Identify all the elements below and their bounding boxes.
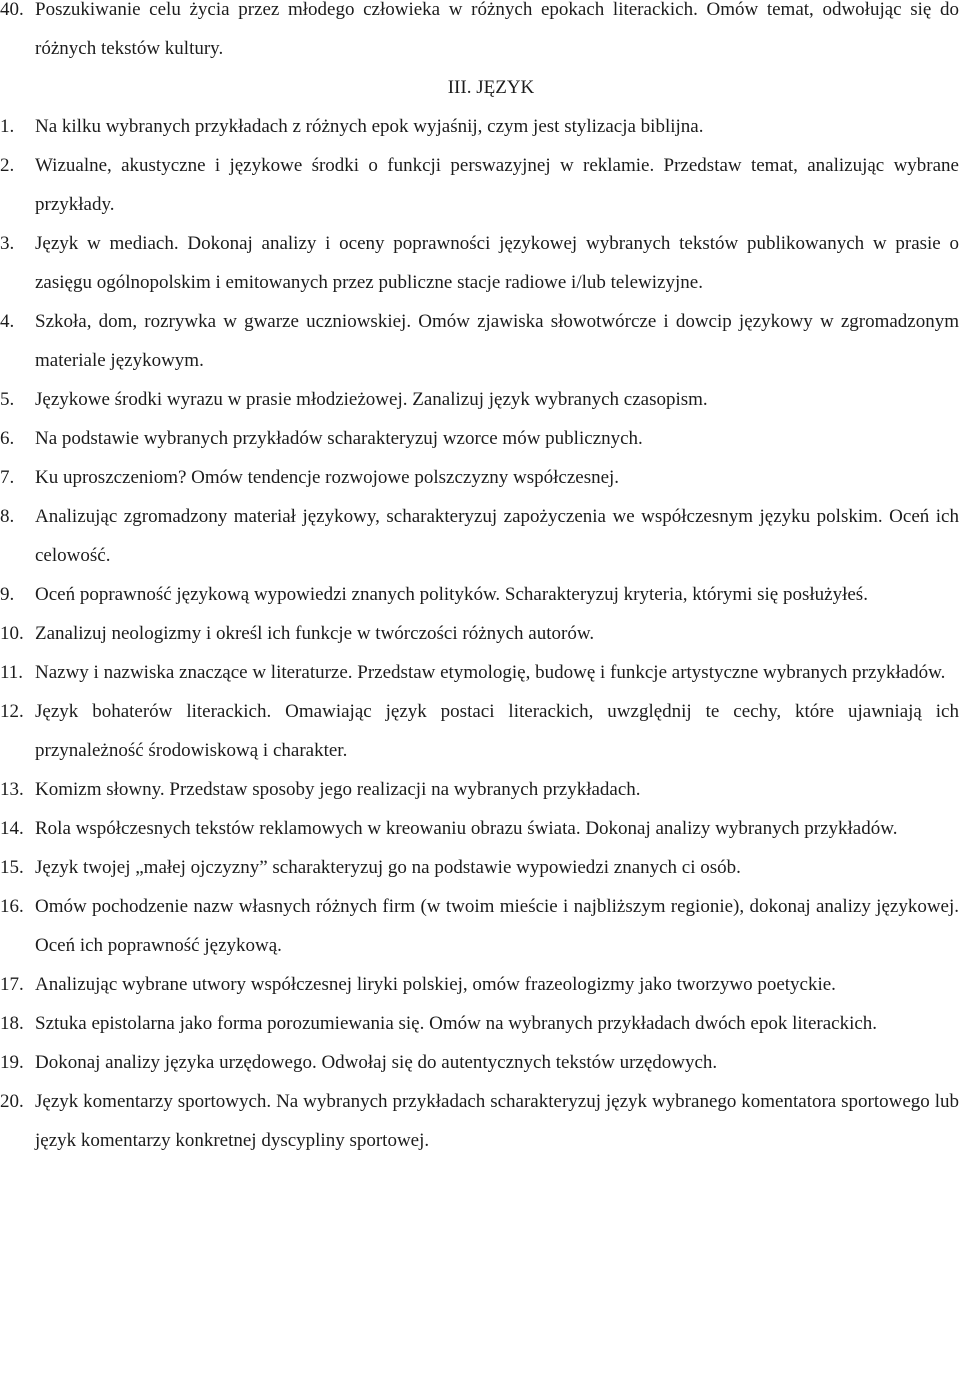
item-text: Na podstawie wybranych przykładów scharakteryzuj wzorce mów publicznych.	[35, 428, 643, 449]
item-number: 13.	[0, 779, 24, 800]
list-item	[0, 575, 960, 614]
list-item	[0, 692, 960, 770]
item-text: Analizując wybrane utwory współczesnej liryki polskiej, omów frazeologizmy jako tworzywo poetyckie.	[35, 974, 836, 995]
item-number: 7.	[0, 467, 15, 488]
list-item	[0, 809, 960, 848]
item-text: Oceń poprawność językową wypowiedzi znanych polityków. Scharakteryzuj kryteria, którymi się posłużyłeś.	[35, 584, 868, 605]
item-number: 17.	[0, 974, 24, 995]
list-item	[0, 1043, 960, 1082]
item-number: 5.	[0, 389, 15, 410]
list-item	[0, 653, 960, 692]
list-item	[0, 1004, 960, 1043]
item-text: Sztuka epistolarna jako forma porozumiewania się. Omów na wybranych przykładach dwóch epok literackich.	[35, 1013, 878, 1034]
item-text: Językowe środki wyrazu w prasie młodzieżowej. Zanalizuj język wybranych czasopism.	[35, 389, 708, 410]
list-item	[0, 419, 960, 458]
item-number: 2.	[0, 155, 15, 176]
item-text: Rola współczesnych tekstów reklamowych w kreowaniu obrazu świata. Dokonaj analizy wybranych przykładów.	[35, 818, 898, 839]
list-item	[0, 458, 960, 497]
list-item	[0, 614, 960, 653]
item-number: 9.	[0, 584, 15, 605]
list-item	[0, 848, 960, 887]
list-item	[0, 497, 960, 575]
item-text: Omów pochodzenie nazw własnych różnych firm (w twoim mieście i najbliższym regionie), dokonaj analizy językowej. Oceń ich poprawność językową.	[35, 896, 959, 956]
item-text: Analizując zgromadzony materiał językowy, scharakteryzuj zapożyczenia we współczesnym języku polskim. Oceń ich celowość.	[35, 506, 959, 566]
item-number: 1.	[0, 116, 15, 137]
item-number: 8.	[0, 506, 15, 527]
list-item	[0, 965, 960, 1004]
item-number: 10.	[0, 623, 24, 644]
item-number: 20.	[0, 1091, 24, 1112]
list-item	[0, 146, 960, 224]
item-text: Komizm słowny. Przedstaw sposoby jego realizacji na wybranych przykładach.	[35, 779, 641, 800]
list-item	[0, 380, 960, 419]
item-number: 11.	[0, 662, 24, 683]
item-text: Zanalizuj neologizmy i określ ich funkcje w twórczości różnych autorów.	[35, 623, 595, 644]
item-text: Wizualne, akustyczne i językowe środki o funkcji perswazyjnej w reklamie. Przedstaw temat, analizując wybrane przykłady.	[35, 155, 959, 215]
item-number: 16.	[0, 896, 24, 917]
item-text: Na kilku wybranych przykładach z różnych epok wyjaśnij, czym jest stylizacja biblijna.	[35, 116, 704, 137]
item-number: 15.	[0, 857, 24, 878]
item-number: 12.	[0, 701, 24, 722]
item-text: Ku uproszczeniom? Omów tendencje rozwojowe polszczyzny współczesnej.	[35, 467, 620, 488]
list-item	[0, 107, 960, 146]
item-text: Język komentarzy sportowych. Na wybranych przykładach scharakteryzuj język wybranego komentatora sportowego lub język komentarzy konkretnej dyscypliny sportowej.	[35, 1091, 959, 1151]
list-item	[0, 1082, 960, 1160]
item-text: Poszukiwanie celu życia przez młodego człowieka w różnych epokach literackich. Omów temat, odwołując się do różnych tekstów kultury.	[35, 0, 959, 59]
item-number: 4.	[0, 311, 15, 332]
item-text: Język bohaterów literackich. Omawiając język postaci literackich, uwzględnij te cechy, które ujawniają ich przynależność środowiskową i charakter.	[35, 701, 959, 761]
list-item	[0, 770, 960, 809]
list-item	[0, 302, 960, 380]
item-number: 14.	[0, 818, 24, 839]
item-number: 18.	[0, 1013, 24, 1034]
item-text: Język w mediach. Dokonaj analizy i oceny poprawności językowej wybranych tekstów publikowanych w prasie o zasięgu ogólnopolskim i emitowanych przez publiczne stacje radiowe i/lub telewizyjne.	[35, 233, 959, 293]
list-item	[0, 887, 960, 965]
item-number: 6.	[0, 428, 15, 449]
item-text: Dokonaj analizy języka urzędowego. Odwołaj się do autentycznych tekstów urzędowych.	[35, 1052, 718, 1073]
item-number: 19.	[0, 1052, 24, 1073]
section-heading: III. JĘZYK	[447, 77, 535, 98]
list-item	[0, 0, 960, 68]
item-text: Nazwy i nazwiska znaczące w literaturze. Przedstaw etymologię, budowę i funkcje artystyczne wybranych przykładów.	[35, 662, 946, 683]
item-text: Język twojej „małej ojczyzny” scharakteryzuj go na podstawie wypowiedzi znanych ci osób.	[35, 857, 741, 878]
item-number: 40.	[0, 0, 24, 20]
item-text: Szkoła, dom, rozrywka w gwarze uczniowskiej. Omów zjawiska słowotwórcze i dowcip językowy w zgromadzonym materiale językowym.	[35, 311, 959, 371]
list-item	[0, 224, 960, 302]
item-number: 3.	[0, 233, 15, 254]
